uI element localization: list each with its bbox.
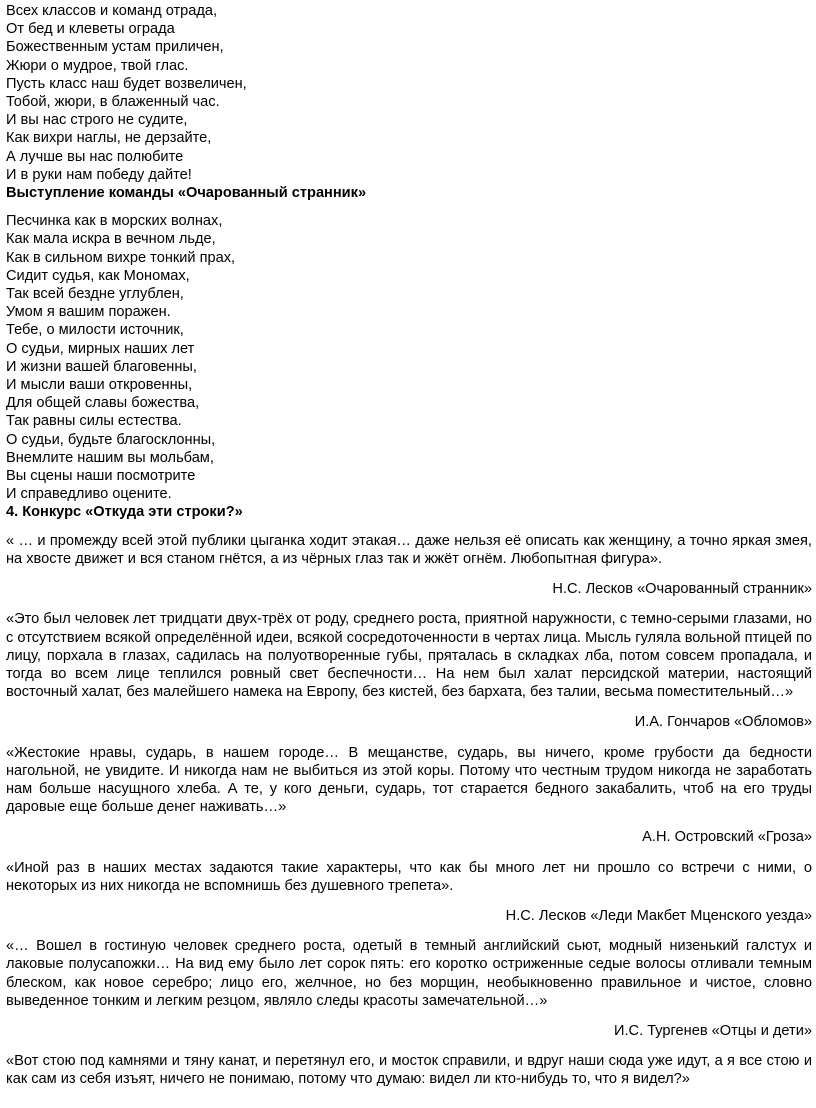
poem-line: Тебе, о милости источник, bbox=[6, 322, 184, 339]
quote-source: А.Н. Островский «Гроза» bbox=[642, 829, 812, 846]
quote-source: И.С. Тургенев «Отцы и дети» bbox=[614, 1022, 812, 1039]
poem-line: Так равны силы естества. bbox=[6, 413, 182, 430]
poem-line: Вы сцены наши посмотрите bbox=[6, 468, 196, 485]
poem-line: Божественным устам приличен, bbox=[6, 39, 224, 56]
quote-text: « … и промежду всей этой публики цыганка ходит этакая… даже нельзя её описать как женщину, а точно яркая змея, на хвосте движет и вся станом гнётся, а из чёрных глаз так и жжёт огнём. Любопытная фигура». bbox=[6, 532, 812, 567]
team-heading: Выступление команды «Очарованный странник» bbox=[6, 185, 367, 202]
poem-line: И мысли ваши откровенны, bbox=[6, 377, 193, 394]
poem-line: Как вихри наглы, не дерзайте, bbox=[6, 130, 212, 147]
quote-text: «Это был человек лет тридцати двух-трёх от роду, среднего роста, приятной наружности, с темно-серыми глазами, но с отсутствием всякой определённой идеи, всякой сосредоточенности в чертах лица. Мысль гуляла вольной птицей по лицу, порхала в глазах, садилась на полуотворенные губы, пряталась в складках лба, потом совсем пропадала, и тогда во всем лице теплился ровный свет беспечности… На нем был халат персидской материи, настоящий восточный халат, без малейшего намека на Европу, без кистей, без бархата, без талии, весьма поместительный…» bbox=[6, 611, 812, 701]
poem-line: И жизни вашей благовенны, bbox=[6, 358, 197, 375]
poem-line: Жюри о мудрое, твой глас. bbox=[6, 57, 189, 74]
poem-line: И в руки нам победу дайте! bbox=[6, 166, 192, 183]
quote-text: «Иной раз в наших местах задаются такие характеры, что как бы много лет ни прошло со встречи с ними, о некоторых из них никогда не вспомнишь без душевного трепета». bbox=[6, 859, 812, 894]
quote-source: И.А. Гончаров «Обломов» bbox=[634, 714, 812, 731]
contest-heading: 4. Конкурс «Откуда эти строки?» bbox=[6, 504, 243, 521]
poem-line: Тобой, жюри, в блаженный час. bbox=[6, 94, 220, 111]
poem-line: Так всей бездне углублен, bbox=[6, 286, 184, 303]
poem-line: О судьи, мирных наших лет bbox=[6, 340, 195, 357]
poem-1 bbox=[6, 0, 812, 184]
poem-line: Внемлите нашим вы мольбам, bbox=[6, 449, 214, 466]
document-page bbox=[6, 0, 812, 1089]
poem-line: Песчинка как в морских волнах, bbox=[6, 213, 223, 230]
quote-text: «… Вошел в гостиную человек среднего роста, одетый в темный английский сьют, модный низенький галстух и лаковые полусапожки… На вид ему было лет сорок пять: его коротко остриженные седые волосы отливали темным блеском, как новое серебро; лицо его, желчное, но без морщин, необыкновенно правильное и чистое, словно выведенное тонким и легким резцом, являло следы красоты замечательной…» bbox=[6, 938, 812, 1009]
poem-line: О судьи, будьте благосклонны, bbox=[6, 431, 216, 448]
quote-text: «Вот стою под камнями и тяну канат, и перетянул его, и мосток справили, и вдруг наши сюда уже идут, а я все стою и как сам из себя изъят, ничего не понимаю, потому что думаю: видел ли кто-нибудь то, что я видел?» bbox=[6, 1053, 812, 1088]
poem-line: Для общей славы божества, bbox=[6, 395, 200, 412]
poem-line: Пусть класс наш будет возвеличен, bbox=[6, 75, 247, 92]
poem-line: И справедливо оцените. bbox=[6, 486, 172, 503]
poem-line: И вы нас строго не судите, bbox=[6, 112, 188, 129]
poem-line: Всех классов и команд отрада, bbox=[6, 3, 218, 19]
quote-source: Н.С. Лесков «Леди Макбет Мценского уезда» bbox=[505, 907, 812, 924]
poem-line: Как мала искра в вечном льде, bbox=[6, 231, 216, 248]
quote-source: Н.С. Лесков «Очарованный странник» bbox=[552, 581, 812, 598]
poem-line: А лучше вы нас полюбите bbox=[6, 148, 184, 165]
poem-line: Как в сильном вихре тонкий прах, bbox=[6, 249, 236, 266]
poem-line: От бед и клеветы ограда bbox=[6, 21, 175, 38]
poem-line: Умом я вашим поражен. bbox=[6, 304, 171, 321]
quote-text: «Жестокие нравы, сударь, в нашем городе… В мещанстве, сударь, вы ничего, кроме грубости да бедности нагольной, не увидите. И никогда нам не выбиться из этой коры. Потому что честным трудом никогда не заработать нам больше насущного хлеба. А те, у кого деньги, сударь, тот старается бедного закабалить, чтоб на его труды даровые еще больше денег наживать…» bbox=[6, 744, 812, 816]
poem-line: Сидит судья, как Мономах, bbox=[6, 267, 190, 284]
poem-2 bbox=[6, 212, 812, 503]
